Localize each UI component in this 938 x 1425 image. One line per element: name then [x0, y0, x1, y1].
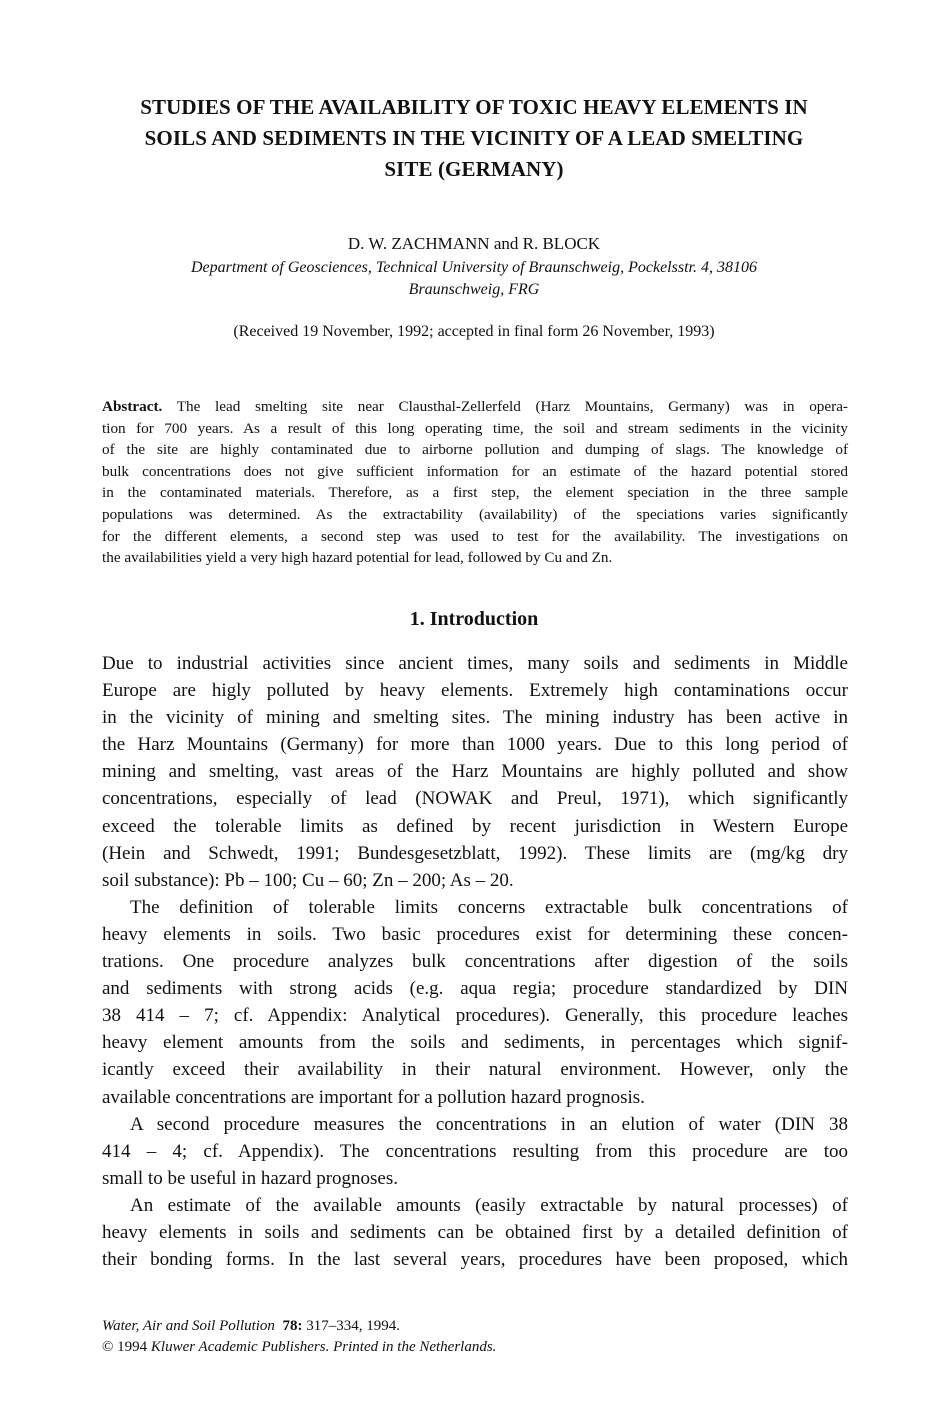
abstract-line: bulk concentrations does not give sufficient information for an estimate of the hazard potential stored: [102, 462, 848, 480]
abstract-line: [102, 396, 848, 418]
journal-name: Water, Air and Soil Pollution: [102, 1318, 275, 1334]
journal-volume: 78:: [282, 1318, 303, 1334]
title-line: SITE (GERMANY): [384, 157, 564, 181]
body-line: An estimate of the available amounts (easily extractable by natural processes) of: [130, 1194, 848, 1216]
abstract-line: tion for 700 years. As a result of this long operating time, the soil and stream sediments in the vicinity: [102, 419, 848, 437]
body-line: (Hein and Schwedt, 1991; Bundesgesetzblatt, 1992). These limits are (mg/kg dry: [102, 842, 848, 864]
section-heading-introduction: 1. Introduction: [409, 608, 539, 630]
body-line: heavy elements in soils and sediments can be obtained first by a detailed definition of: [102, 1221, 848, 1243]
body-line: 38 414 – 7; cf. Appendix: Analytical procedures). Generally, this procedure leaches: [102, 1005, 848, 1027]
authors: D. W. ZACHMANN and R. BLOCK: [347, 234, 601, 253]
body-line: trations. One procedure analyzes bulk concentrations after digestion of the soils: [102, 951, 848, 973]
copyright-line: [102, 1337, 848, 1358]
affiliation-line: Department of Geosciences, Technical University of Braunschweig, Pockelsstr. 4, 38106: [191, 259, 757, 276]
page-footer: [102, 1316, 848, 1358]
body-line: small to be useful in hazard prognoses.: [102, 1167, 399, 1189]
affiliation-line: Braunschweig, FRG: [408, 281, 540, 298]
abstract-label: Abstract.: [102, 398, 163, 415]
body-line: Due to industrial activities since ancient times, many soils and sediments in Middle: [102, 653, 848, 674]
body-line: their bonding forms. In the last several years, procedures have been proposed, which: [102, 1249, 848, 1271]
body-line: icantly exceed their availability in their natural environment. However, only the: [102, 1059, 848, 1081]
publisher: Kluwer Academic Publishers. Printed in the Netherlands.: [150, 1339, 497, 1355]
body-line: heavy elements in soils. Two basic procedures exist for determining these concen-: [102, 923, 848, 945]
abstract-line: for the different elements, a second step was used to test for the availability. The investigations on: [102, 527, 848, 545]
journal-citation: [102, 1316, 848, 1337]
introduction-body: [102, 650, 848, 1273]
abstract-text: The lead smelting site near Clausthal-Zellerfeld (Harz Mountains, Germany) was in opera-: [176, 398, 848, 415]
body-line: the Harz Mountains (Germany) for more than 1000 years. Due to this long period of: [102, 734, 848, 756]
title-line: STUDIES OF THE AVAILABILITY OF TOXIC HEAVY ELEMENTS IN: [140, 95, 808, 119]
body-line: soil substance): Pb – 100; Cu – 60; Zn – 200; As – 20.: [102, 869, 514, 891]
body-line: concentrations, especially of lead (NOWAK and Preul, 1971), which significantly: [102, 788, 848, 810]
received-dates: (Received 19 November, 1992; accepted in final form 26 November, 1993): [233, 323, 715, 340]
body-line: 414 – 4; cf. Appendix). The concentrations resulting from this procedure are too: [102, 1140, 848, 1162]
copyright-year: 1994: [117, 1339, 148, 1355]
copyright-icon: ©: [102, 1339, 114, 1355]
abstract-line: populations was determined. As the extractability (availability) of the speciations varies significantly: [102, 505, 848, 523]
abstract-line: in the contaminated materials. Therefore, as a first step, the element speciation in the three sample: [102, 484, 848, 502]
title-line: SOILS AND SEDIMENTS IN THE VICINITY OF A LEAD SMELTING: [144, 126, 804, 150]
body-line: Europe are higly polluted by heavy elements. Extremely high contaminations occur: [102, 680, 848, 702]
affiliation: [100, 257, 848, 301]
journal-pages: 317–334, 1994.: [306, 1318, 400, 1334]
body-line: available concentrations are important for a pollution hazard prognosis.: [102, 1086, 645, 1108]
body-line: exceed the tolerable limits as defined by recent jurisdiction in Western Europe: [102, 815, 848, 837]
body-line: in the vicinity of mining and smelting sites. The mining industry has been active in: [102, 707, 848, 729]
body-line: The definition of tolerable limits concerns extractable bulk concentrations of: [130, 896, 848, 918]
body-line: A second procedure measures the concentrations in an elution of water (DIN 38: [130, 1113, 848, 1135]
body-line: heavy element amounts from the soils and sediments, in percentages which signif-: [102, 1032, 848, 1054]
body-line: mining and smelting, vast areas of the Harz Mountains are highly polluted and show: [102, 761, 848, 783]
abstract-line: of the site are highly contaminated due to airborne pollution and dumping of slags. The knowledge of: [102, 441, 848, 459]
body-line: and sediments with strong acids (e.g. aqua regia; procedure standardized by DIN: [102, 978, 848, 1000]
abstract: [102, 396, 848, 569]
paper-title: [100, 92, 848, 185]
abstract-line: the availabilities yield a very high hazard potential for lead, followed by Cu and Zn.: [102, 549, 613, 567]
